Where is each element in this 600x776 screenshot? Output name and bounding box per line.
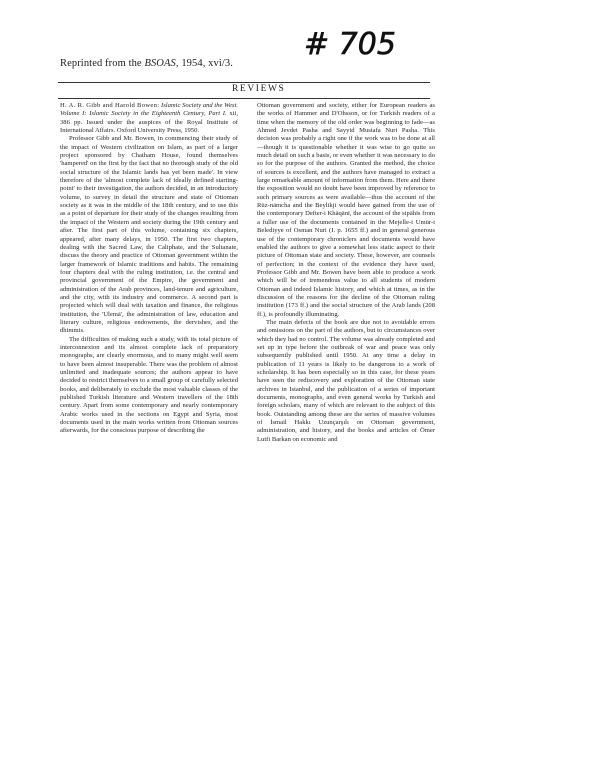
handwritten-number: # 705 [304,27,396,62]
paragraph: Ottoman government and society, either for European readers as the works of Hammer and D'Ohsson, or for Turkish readers of a time when the memory of the old order was beginning to fade—as Ahmed Jevdet Pasha and Sayyid Mustafa Nuri Pasha. This decision was probably a right one if the work was to be done at all—though it is questionable whether it was wise to go quite so much detail on such a basis, or even whether it was necessary to do so for the purpose of the authors. Granted the method, the choice of sources is excellent, and the authors have managed to extract a large remarkable amount of information from them. Here and there the exposition would no doubt have been improved by reference to such primary sources as were available—thus the account of the Rūz-nāmcha and the Beylikji would have gained from the use of the contemporary Defter-i Khāqānī, the account of the sipāhīs from a fuller use of the documents contained in the Mejelle-i Umūr-i Belediyye of Osman Nuri (I. p. 1655 ff.) and in general generous use of the contemporary chroniclers and documents would have enabled the authors to give a somewhat less static aspect to their picture of Ottoman state and society. These, however, are counsels of perfection; in the context of the evidence they have used, Professor Gibb and Mr. Bowen have been able to produce a work which will be of tremendous value to all students of modern Ottoman and indeed Islamic history, and which at times, as in the discussion of the reasons for the decline of the Ottoman ruling institution (173 ff.) and the social structure of the Arab lands (208 ff.), is profoundly illuminating. [257,102,435,318]
paragraph: Professor Gibb and Mr. Bowen, in commencing their study of the impact of Western civilization on Islam, as part of a larger project sponsored by Chatham House, found themselves 'hampered' on the first by the fact that no thorough study of the old social structure of the Islamic lands has yet been made'. In view therefore of the 'almost complete lack of ideally defined starting-point' to their investigation, the authors decided, in an introductory volume, to survey in detail the structure and state of Ottoman society as it was in the middle of the 18th century, and to use this as a point of departure for their study of the changes resulting from the impact of the Western and society during the 19th century and after. The first part of this volume, containing six chapters, appeared, after many delays, in 1950. The first two chapters, dealing with the Sacred Law, the Caliphate, and the Sultanate, discuss the theory and practice of Ottoman government within the larger framework of Islamic traditions and habits. The remaining four chapters deal with the ruling institution, i.e. the central and provincial government of the Empire, the government and administration of the Arab provinces, land-tenure and agriculture, and the city, with its industry and commerce. A second part is projected which will deal with taxation and finance, the religious institution, the 'Ulemā', the administration of law, education and literary culture, religious endowments, the dervishes, and the dhimmis. [60,135,238,335]
left-column [60,102,238,436]
reprint-prefix: Reprinted from the [60,58,142,69]
paragraph: The main defects of the book are due not to avoidable errors and omissions on the part of the authors, but to circumstances over which they had no control. The volume was already completed and set up in type before the outbreak of war and peace was only subsequently published until 1950. At any time a delay in publication of 11 years is likely to be dangerous to a work of scholarship. It has been especially so in this case, for these years have seen the rediscovery and exploration of the Ottoman state archives in Istanbul, and the publication of a series of important documents, monographs, and even general works by Turkish and foreign scholars, many of which are relevant to the subject of this book. Outstanding among these are the series of massive volumes of İsmail Hakkı Uzunçarşılı on Ottoman government, administration, and history, and the books and articles of Ömer Lutfi Barkan on economic and [257,318,435,443]
review-citation [60,102,238,135]
paragraph: The difficulties of making such a study, with its total picture of interconnexion and its almost complete lack of preparatory monographs, are clearly enormous, and to many might well seem to have been almost insuperable. There was the problem of almost unlimited and inadequate sources; the authors appear to have decided to restrict themselves to a small group of carefully selected books, and deliberately to exclude the most valuable classes of the published Turkish literature and Western travellers of the 18th century. Apart from some contemporary and nearly contemporary Arabic works used in the sections on Egypt and Syria, most documents used in the main works written from Ottoman sources afterwards, for the conscious purpose of describing the [60,335,238,435]
top-divider [58,82,430,83]
review-authors: H. A. R. Gibb and Harold Bowen: [60,102,160,109]
reprint-suffix: 1954, xvi/3. [181,58,233,69]
section-heading: REVIEWS [232,84,286,94]
journal-name: BSOAS, [144,58,179,69]
heading-divider [58,98,430,99]
publication-details: xii, 386 pp. Issued under the auspices of the Royal Institute of International Affairs. Oxford University Press, 1950. [60,110,238,135]
book-title: Islamic Society and the West. Volume I: Islamic Society in the Eighteenth Century, Part I. [60,102,238,118]
right-column [257,102,435,444]
reprint-line [60,58,360,69]
